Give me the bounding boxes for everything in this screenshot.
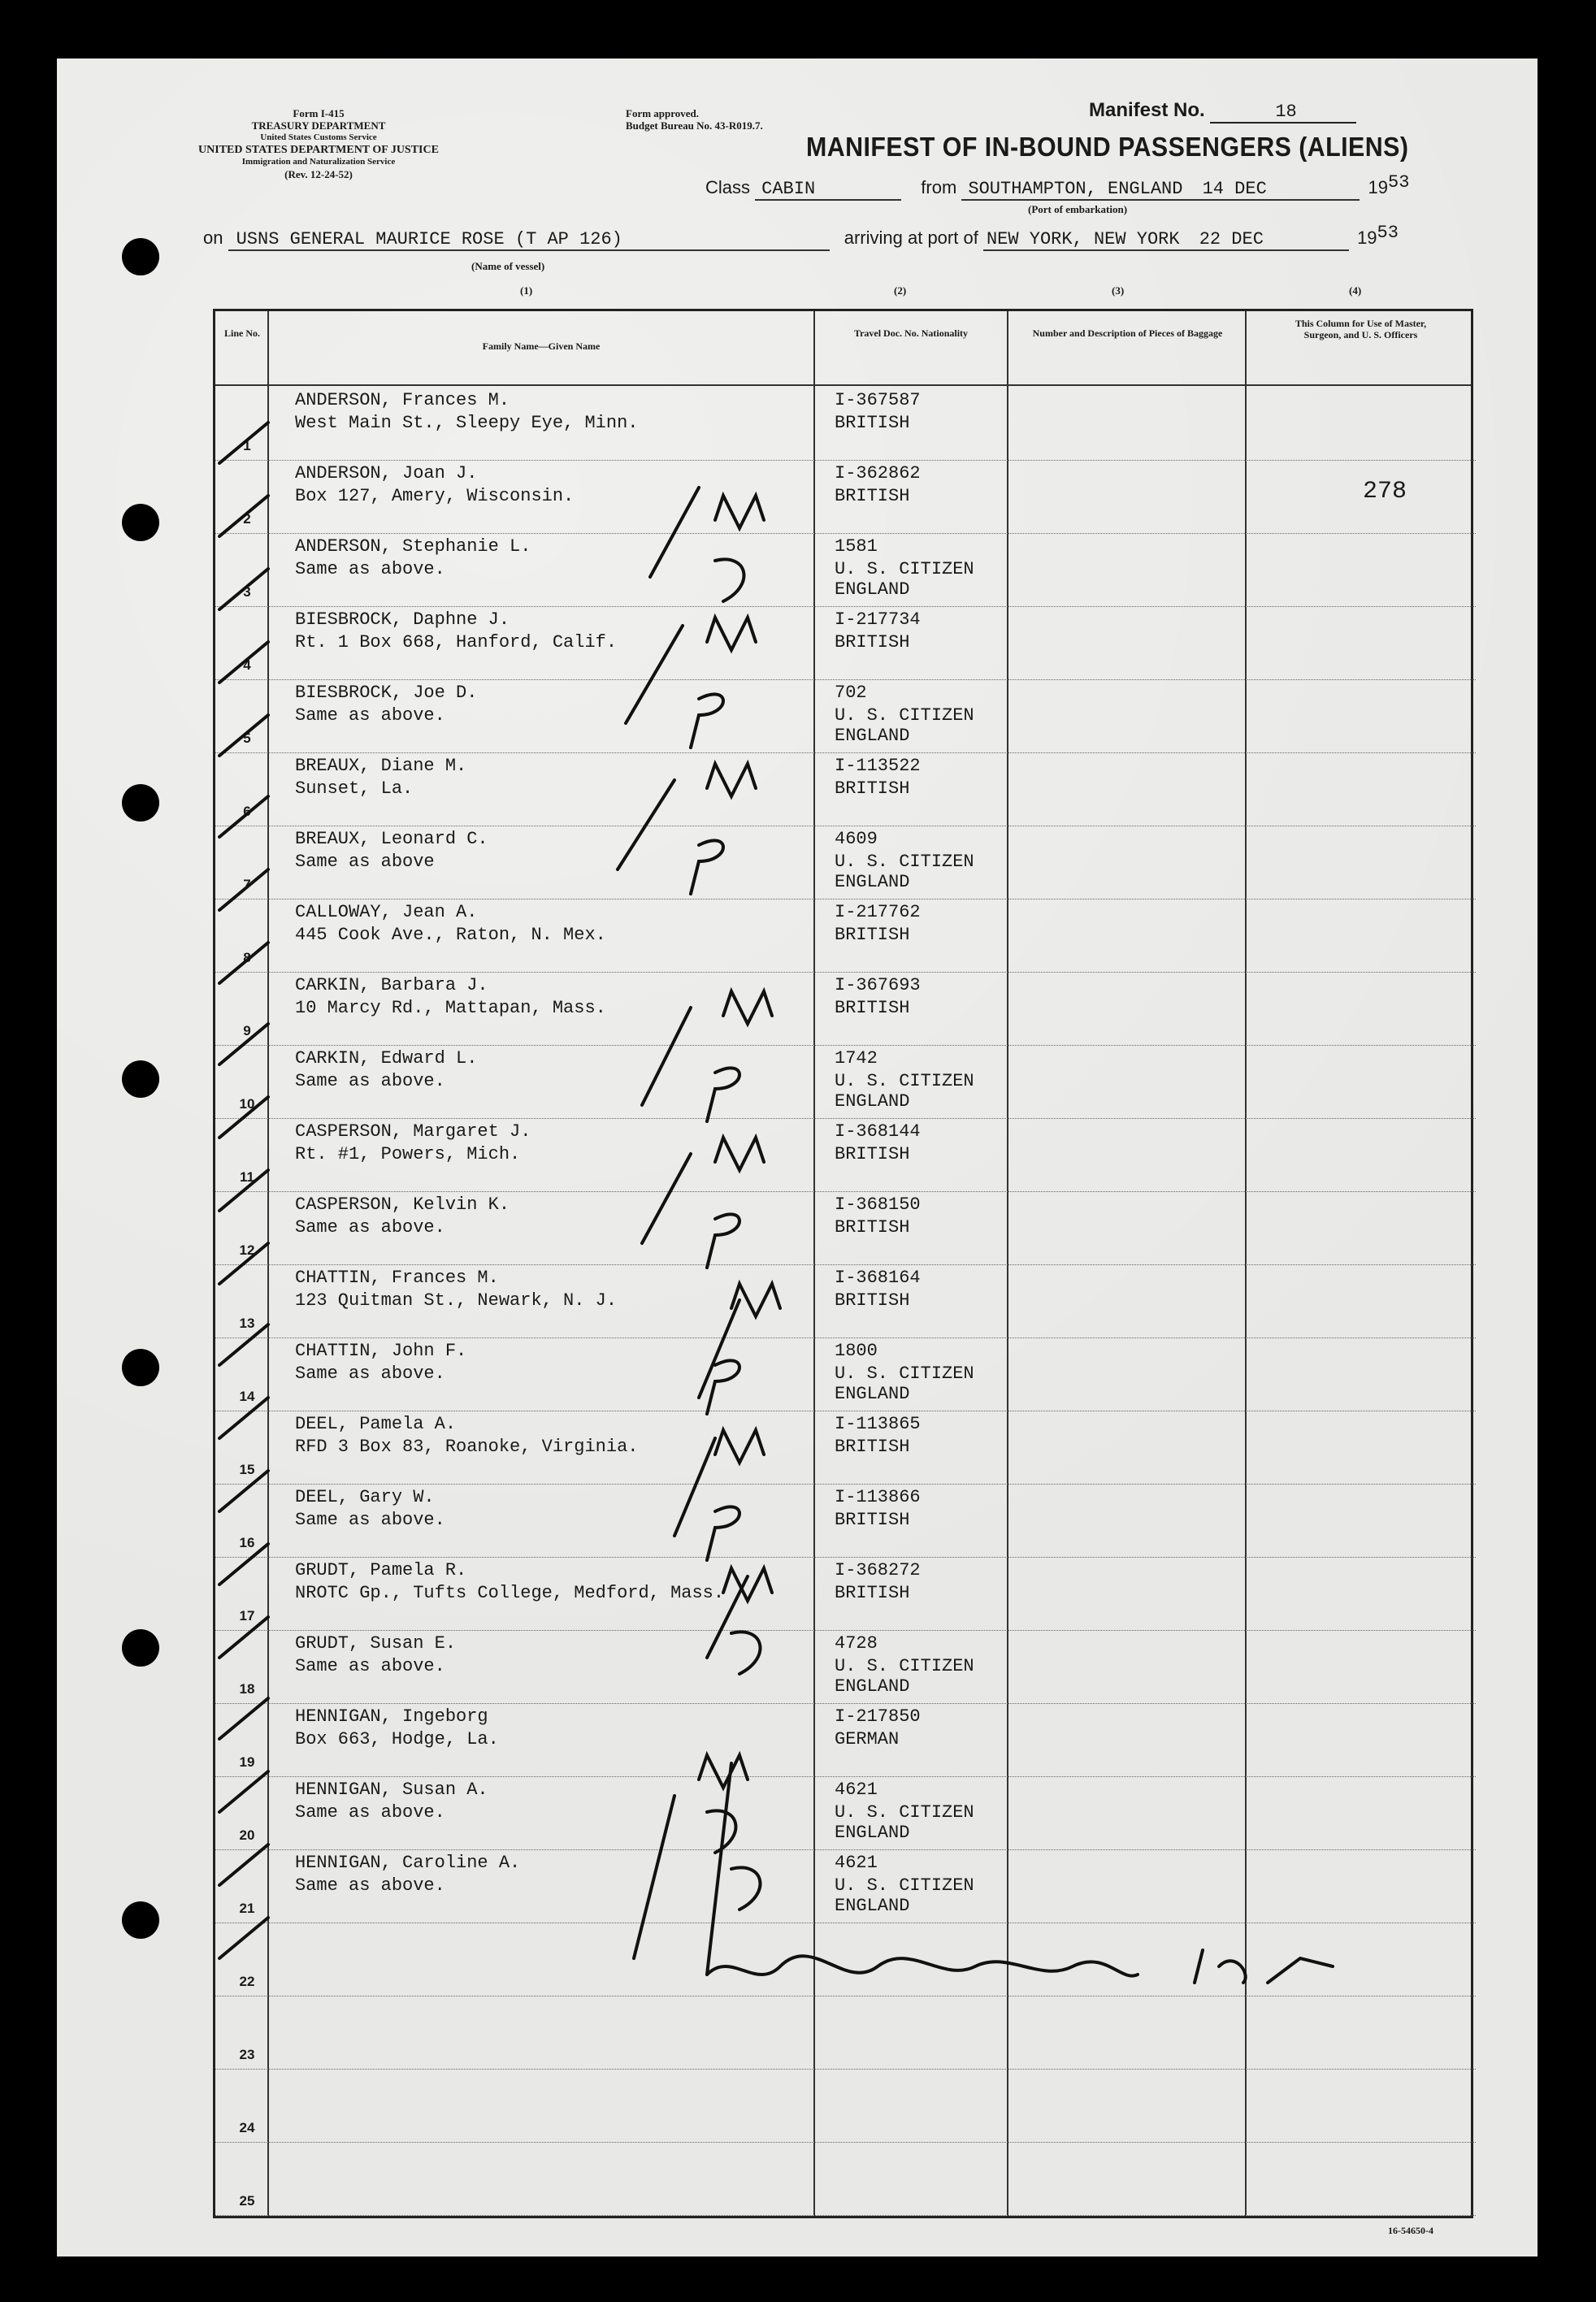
arriving-label: arriving at port of: [844, 228, 978, 248]
line-number: 19: [239, 1754, 255, 1770]
manifest-no-label: Manifest No.: [1089, 99, 1205, 121]
travel-doc-number: I-362862: [835, 463, 921, 483]
initial-s: [707, 1506, 739, 1560]
travel-doc-number: 1742: [835, 1048, 878, 1069]
from-label: from: [921, 177, 957, 197]
nationality: BRITISH: [835, 778, 910, 799]
check-mark: [219, 1324, 268, 1365]
nationality: U. S. CITIZEN: [835, 705, 974, 726]
passenger-name: HENNIGAN, Ingeborg: [295, 1706, 488, 1727]
birthplace: ENGLAND: [835, 1896, 910, 1916]
check-mark: [219, 796, 268, 837]
signature-mark: [1219, 1961, 1246, 1983]
manifest-no-value: 18: [1210, 102, 1356, 124]
line-number: 17: [239, 1608, 255, 1624]
initial-s: [691, 694, 723, 748]
line-number: 18: [239, 1681, 255, 1697]
col-head-officers: This Column for Use of Master, Surgeon, and U. S. Officers: [1295, 318, 1427, 340]
line-number: 24: [239, 2120, 255, 2135]
travel-doc-number: 4609: [835, 829, 878, 849]
passenger-name: GRUDT, Pamela R.: [295, 1560, 467, 1580]
nationality: GERMAN: [835, 1729, 900, 1749]
passenger-name: BIESBROCK, Joe D.: [295, 683, 478, 703]
nationality: U. S. CITIZEN: [835, 852, 974, 872]
check-mark: [219, 869, 268, 910]
check-mark: [219, 1698, 268, 1739]
nationality: U. S. CITIZEN: [835, 1656, 974, 1676]
initial-slash: [674, 1438, 715, 1536]
nationality: U. S. CITIZEN: [835, 1875, 974, 1896]
initial-s: [707, 1214, 739, 1268]
travel-doc-number: I-367587: [835, 390, 921, 410]
nationality: BRITISH: [835, 1510, 910, 1530]
officer-signature: [707, 1956, 1138, 1975]
line-number: 9: [243, 1023, 251, 1038]
check-mark: [219, 423, 268, 463]
col-number-2: (2): [894, 284, 907, 297]
nationality: BRITISH: [835, 632, 910, 652]
initial-d: [731, 1867, 760, 1910]
passenger-name: HENNIGAN, Caroline A.: [295, 1853, 521, 1873]
col-head-doc: Travel Doc. No. Nationality: [853, 327, 969, 339]
passenger-address: Box 663, Hodge, La.: [295, 1729, 499, 1749]
col-head-baggage: Number and Description of Pieces of Baggage: [1032, 327, 1223, 339]
year-prefix: 19: [1368, 177, 1388, 197]
line-number: 20: [239, 1827, 255, 1843]
initial-m: [707, 618, 756, 650]
embark-year: 53: [1388, 172, 1410, 193]
line-number: 8: [243, 950, 251, 965]
nationality: BRITISH: [835, 413, 910, 433]
birthplace: ENGLAND: [835, 726, 910, 746]
passenger-address: 123 Quitman St., Newark, N. J.: [295, 1290, 618, 1311]
check-mark: [219, 1845, 268, 1885]
nationality: BRITISH: [835, 1217, 910, 1238]
treasury-dept: TREASURY DEPARTMENT: [251, 119, 386, 132]
check-mark: [219, 1097, 268, 1138]
passenger-name: ANDERSON, Joan J.: [295, 463, 478, 483]
check-mark: [219, 1771, 268, 1812]
passenger-address: 10 Marcy Rd., Mattapan, Mass.: [295, 998, 606, 1018]
travel-doc-number: I-368164: [835, 1268, 921, 1288]
arrival-date: 22 DEC: [1199, 229, 1264, 249]
arrival-port: NEW YORK, NEW YORK: [986, 229, 1180, 249]
year-prefix: 19: [1357, 228, 1377, 248]
line-number: 2: [243, 511, 251, 527]
embark-port: SOUTHAMPTON, ENGLAND: [968, 179, 1183, 199]
class-value: CABIN: [755, 179, 901, 201]
nationality: U. S. CITIZEN: [835, 1802, 974, 1823]
travel-doc-number: I-113522: [835, 756, 921, 776]
passenger-address: Same as above: [295, 852, 435, 872]
travel-doc-number: I-217762: [835, 902, 921, 922]
travel-doc-number: I-368150: [835, 1194, 921, 1215]
passenger-name: HENNIGAN, Susan A.: [295, 1780, 488, 1800]
travel-doc-number: I-113866: [835, 1487, 921, 1507]
nationality: U. S. CITIZEN: [835, 559, 974, 579]
on-label: on: [203, 228, 223, 248]
travel-doc-number: I-113865: [835, 1414, 921, 1434]
passenger-address: Same as above.: [295, 705, 445, 726]
initial-slash: [618, 780, 674, 869]
birthplace: ENGLAND: [835, 579, 910, 600]
nationality: U. S. CITIZEN: [835, 1071, 974, 1091]
nationality: BRITISH: [835, 1290, 910, 1311]
passenger-address: RFD 3 Box 83, Roanoke, Virginia.: [295, 1437, 639, 1457]
passenger-name: CARKIN, Barbara J.: [295, 975, 488, 995]
line-number: 14: [239, 1389, 255, 1404]
travel-doc-number: 4621: [835, 1853, 878, 1873]
signature-mark: [1195, 1950, 1203, 1983]
line-number: 21: [239, 1901, 255, 1916]
initial-m: [707, 764, 756, 796]
birthplace: ENGLAND: [835, 872, 910, 892]
travel-doc-number: I-217734: [835, 609, 921, 630]
approval-line: Form approved.: [626, 107, 700, 119]
birthplace: ENGLAND: [835, 1384, 910, 1404]
passenger-name: DEEL, Pamela A.: [295, 1414, 457, 1434]
passenger-name: CHATTIN, John F.: [295, 1341, 467, 1361]
passenger-address: NROTC Gp., Tufts College, Medford, Mass.: [295, 1583, 725, 1603]
line-number: 1: [243, 438, 251, 453]
form-code: 16-54650-4: [1388, 2225, 1433, 2236]
customs-service: United States Customs Service: [260, 132, 377, 142]
passenger-address: Same as above.: [295, 559, 445, 579]
passenger-name: CARKIN, Edward L.: [295, 1048, 478, 1069]
travel-doc-number: I-367693: [835, 975, 921, 995]
line-number: 3: [243, 584, 251, 600]
initial-slash: [626, 626, 683, 723]
initial-s: [691, 840, 723, 894]
passenger-name: DEEL, Gary W.: [295, 1487, 435, 1507]
check-mark: [219, 715, 268, 756]
birthplace: ENGLAND: [835, 1091, 910, 1112]
passenger-name: ANDERSON, Frances M.: [295, 390, 510, 410]
passenger-address: Box 127, Amery, Wisconsin.: [295, 486, 575, 506]
check-mark: [219, 1617, 268, 1658]
line-number: 10: [239, 1096, 255, 1112]
nationality: BRITISH: [835, 1437, 910, 1457]
line-number: 6: [243, 804, 251, 819]
check-mark: [219, 1243, 268, 1284]
vessel-name: USNS GENERAL MAURICE ROSE (T AP 126): [236, 229, 622, 249]
travel-doc-number: I-217850: [835, 1706, 921, 1727]
signature-mark: [1268, 1958, 1333, 1983]
initial-slash: [642, 1154, 691, 1243]
passenger-address: West Main St., Sleepy Eye, Minn.: [295, 413, 639, 433]
initial-slash: [634, 1796, 674, 1958]
line-number: 4: [243, 657, 251, 673]
initial-d: [715, 559, 744, 601]
officer-count: 278: [1363, 478, 1407, 505]
travel-doc-number: 4621: [835, 1780, 878, 1800]
initial-slash: [642, 1008, 691, 1105]
nationality: BRITISH: [835, 925, 910, 945]
revision-date: (Rev. 12-24-52): [284, 168, 353, 180]
check-mark: [219, 642, 268, 683]
passenger-name: BIESBROCK, Daphne J.: [295, 609, 510, 630]
nationality: BRITISH: [835, 1144, 910, 1164]
initial-m: [723, 1568, 772, 1601]
line-number: 13: [239, 1316, 255, 1331]
passenger-address: Sunset, La.: [295, 778, 414, 799]
initial-m: [723, 991, 772, 1024]
nationality: BRITISH: [835, 486, 910, 506]
initial-d: [731, 1632, 760, 1674]
passenger-address: Same as above.: [295, 1875, 445, 1896]
initial-m: [699, 1755, 748, 1788]
travel-doc-number: 702: [835, 683, 867, 703]
travel-doc-number: I-368144: [835, 1121, 921, 1142]
travel-doc-number: 1581: [835, 536, 878, 557]
passenger-address: Same as above.: [295, 1363, 445, 1384]
initial-m: [715, 1430, 764, 1463]
travel-doc-number: I-368272: [835, 1560, 921, 1580]
check-mark: [219, 569, 268, 609]
line-number: 7: [243, 877, 251, 892]
passenger-address: 445 Cook Ave., Raton, N. Mex.: [295, 925, 606, 945]
birthplace: ENGLAND: [835, 1676, 910, 1697]
nationality: U. S. CITIZEN: [835, 1363, 974, 1384]
budget-bureau-line: Budget Bureau No. 43-R019.7.: [626, 119, 763, 132]
port-embark-caption: (Port of embarkation): [1028, 203, 1128, 215]
passenger-name: GRUDT, Susan E.: [295, 1633, 457, 1654]
line-number: 25: [239, 2193, 255, 2209]
line-number: 11: [240, 1169, 254, 1185]
passenger-name: BREAUX, Diane M.: [295, 756, 467, 776]
initial-slash: [699, 1300, 739, 1398]
passenger-address: Same as above.: [295, 1510, 445, 1530]
birthplace: ENGLAND: [835, 1823, 910, 1843]
nationality: BRITISH: [835, 1583, 910, 1603]
initial-slash: [650, 488, 699, 577]
initial-s: [707, 1068, 739, 1121]
travel-doc-number: 1800: [835, 1341, 878, 1361]
check-mark: [219, 1544, 268, 1585]
line-number: 5: [243, 730, 251, 746]
col-number-4: (4): [1349, 284, 1362, 297]
check-mark: [219, 1471, 268, 1511]
check-mark: [219, 1170, 268, 1211]
nationality: BRITISH: [835, 998, 910, 1018]
initial-m: [715, 496, 764, 528]
line-number: 23: [239, 2047, 255, 2062]
col-number-1: (1): [520, 284, 533, 297]
passenger-name: BREAUX, Leonard C.: [295, 829, 488, 849]
embark-date: 14 DEC: [1202, 179, 1267, 199]
justice-dept: UNITED STATES DEPARTMENT OF JUSTICE: [198, 144, 439, 156]
initial-slash: [707, 1763, 731, 1975]
check-mark: [219, 1918, 268, 1958]
form-number: Form I-415: [293, 107, 345, 119]
passenger-address: Same as above.: [295, 1071, 445, 1091]
line-number: 12: [239, 1242, 255, 1258]
passenger-name: CASPERSON, Kelvin K.: [295, 1194, 510, 1215]
passenger-address: Same as above.: [295, 1802, 445, 1823]
passenger-address: Same as above.: [295, 1217, 445, 1238]
check-mark: [219, 1398, 268, 1438]
col-number-3: (3): [1112, 284, 1125, 297]
line-number: 15: [239, 1462, 255, 1477]
line-number: 22: [239, 1974, 255, 1989]
passenger-name: CASPERSON, Margaret J.: [295, 1121, 531, 1142]
vessel-caption: (Name of vessel): [471, 260, 545, 272]
class-label: Class: [705, 177, 751, 197]
passenger-name: ANDERSON, Stephanie L.: [295, 536, 531, 557]
col-head-line-no: Line No.: [223, 327, 260, 339]
passenger-address: Same as above.: [295, 1656, 445, 1676]
passenger-address: Rt. #1, Powers, Mich.: [295, 1144, 521, 1164]
check-mark: [219, 1024, 268, 1064]
line-number: 16: [239, 1535, 255, 1550]
arrival-year: 53: [1377, 223, 1399, 243]
passenger-address: Rt. 1 Box 668, Hanford, Calif.: [295, 632, 618, 652]
check-mark: [219, 496, 268, 536]
check-mark: [219, 943, 268, 983]
passenger-name: CHATTIN, Frances M.: [295, 1268, 499, 1288]
col-head-name: Family Name—Given Name: [482, 340, 601, 352]
travel-doc-number: 4728: [835, 1633, 878, 1654]
page-title: MANIFEST OF IN-BOUND PASSENGERS (ALIENS): [806, 132, 1409, 162]
ins-service: Immigration and Naturalization Service: [241, 157, 396, 167]
initial-m: [715, 1138, 764, 1170]
passenger-name: CALLOWAY, Jean A.: [295, 902, 478, 922]
